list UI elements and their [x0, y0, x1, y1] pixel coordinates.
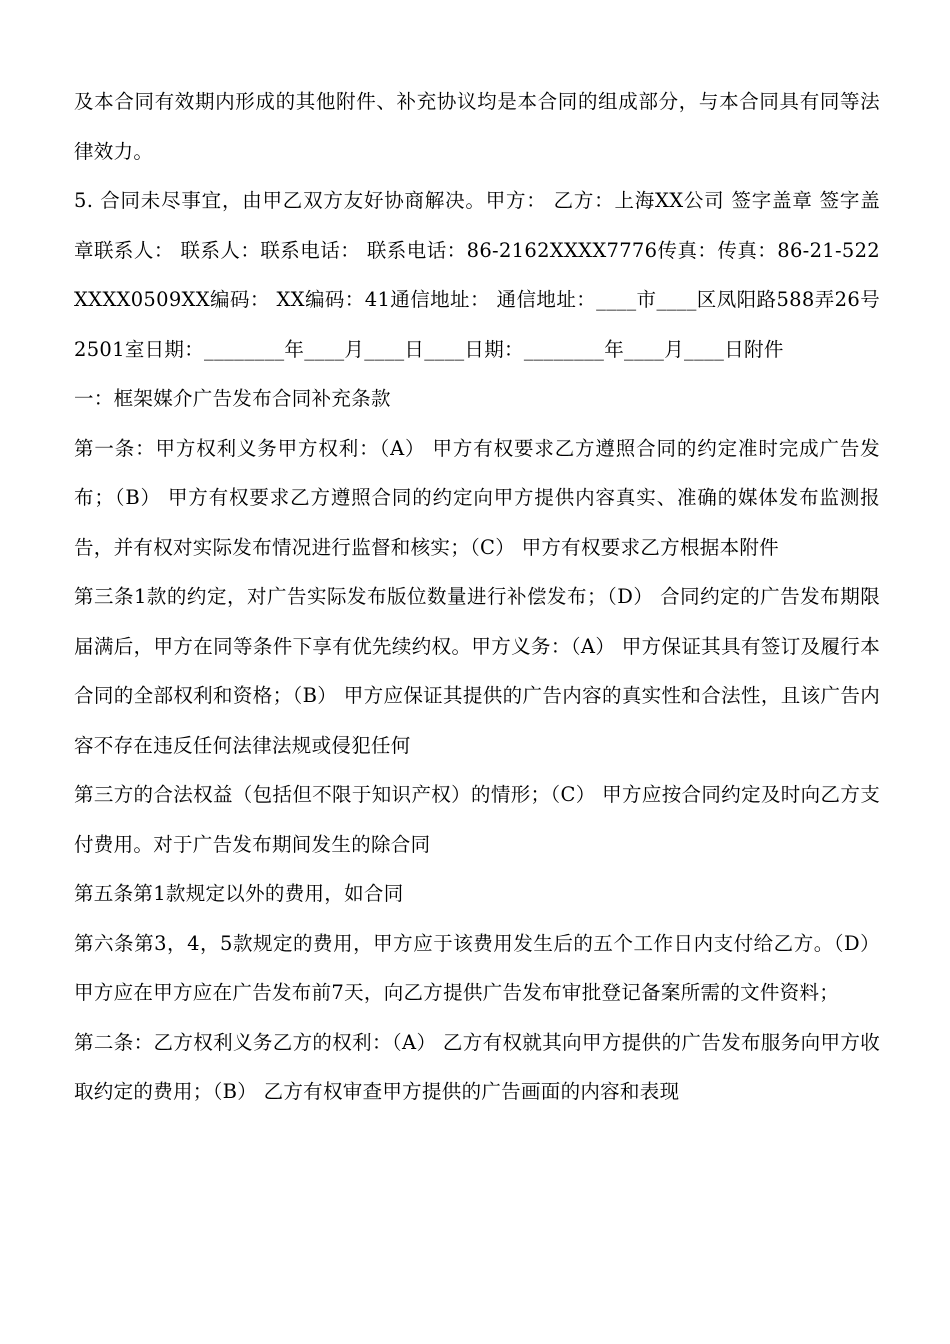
paragraph-attachments-clause: 及本合同有效期内形成的其他附件、补充协议均是本合同的组成部分，与本合同具有同等法律效力。 — [74, 90, 880, 163]
paragraph-article-one: 第一条：甲方权利义务甲方权利：（A） 甲方有权要求乙方遵照合同的约定准时完成广告发布；（B） 甲方有权要求乙方遵照合同的约定向甲方提供内容真实、准确的媒体发布监测报告，并有权对实际发布情况进行监督和核实；（C） 甲方有权要求乙方根据本附件 — [74, 436, 880, 559]
document-page — [74, 77, 880, 1117]
paragraph-article-six-ref: 第六条第3，4，5款规定的费用，甲方应于该费用发生后的五个工作日内支付给乙方。（D） 甲方应在甲方应在广告发布前7天，向乙方提供广告发布审批登记备案所需的文件资料； — [74, 931, 880, 1004]
paragraph-article-five-ref: 第五条第1款规定以外的费用，如合同 — [74, 882, 404, 905]
paragraph-third-party-rights: 第三方的合法权益（包括但不限于知识产权）的情形；（C） 甲方应按合同约定及时向乙方支付费用。对于广告发布期间发生的除合同 — [74, 783, 880, 856]
paragraph-supplement-heading: 一：框架媒介广告发布合同补充条款 — [74, 387, 391, 410]
paragraph-article-two: 第二条：乙方权利义务乙方的权利：（A） 乙方有权就其向甲方提供的广告发布服务向甲方收取约定的费用；（B） 乙方有权审查甲方提供的广告画面的内容和表现 — [74, 1030, 880, 1103]
paragraph-article-three-clause: 第三条1款的约定，对广告实际发布版位数量进行补偿发布；（D） 合同约定的广告发布期限届满后，甲方在同等条件下享有优先续约权。甲方义务：（A） 甲方保证其具有签订及履行本合同的全部权利和资格；（B） 甲方应保证其提供的广告内容的真实性和合法性，且该广告内容不存在违反任何法律法规或侵犯任何 — [74, 585, 880, 757]
paragraph-signature-block: 5. 合同未尽事宜，由甲乙双方友好协商解决。甲方： 乙方：上海XX公司 签字盖章 签字盖章联系人： 联系人：联系电话： 联系电话：86-2162XXXX7776传真：传真：86-21-522XXXX0509XX编码： XX编码：41通信地址： 通信地址：____市____区凤阳路588弄26号2501室日期：________年____月____日____日期：________年____月____日附件 — [74, 189, 880, 361]
